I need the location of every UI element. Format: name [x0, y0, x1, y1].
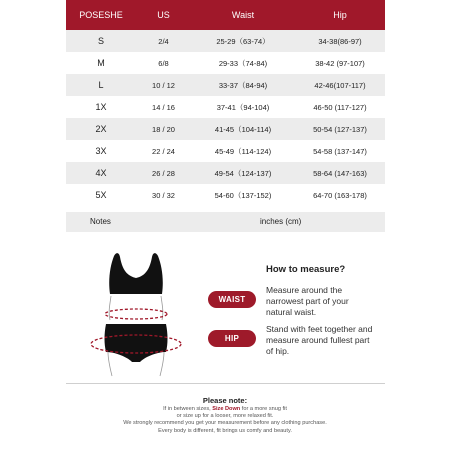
- hip-cell: 34-38(86-97): [295, 30, 385, 52]
- hip-badge: HIP: [208, 330, 256, 347]
- hip-cell: 38-42 (97-107): [295, 52, 385, 74]
- waist-badge: WAIST: [208, 291, 256, 308]
- us-cell: 14 / 16: [136, 96, 191, 118]
- waist-cell: 41-45（104-114): [191, 118, 295, 140]
- hip-cell: 42-46(107-117): [295, 74, 385, 96]
- hip-cell: 58-64 (147-163): [295, 162, 385, 184]
- size-down-highlight: Size Down: [212, 406, 241, 412]
- table-row: [66, 30, 385, 52]
- note-line-3: We strongly recommend you get your measurement before any clothing purchase.: [123, 420, 327, 427]
- note-line-2: or size up for a looser, more relaxed fit.: [176, 413, 274, 420]
- size-cell: 2X: [66, 118, 136, 140]
- size-chart-table: [66, 0, 385, 206]
- header-hip: Hip: [295, 0, 385, 30]
- waist-cell: 54-60（137-152): [191, 184, 295, 206]
- size-cell: 1X: [66, 96, 136, 118]
- note-line-4: Every body is different, fit brings us comfy and beauty.: [158, 427, 292, 434]
- notes-label: Notes: [90, 217, 111, 226]
- waist-instruction: Measure around the narrowest part of your natural waist.: [266, 285, 349, 317]
- size-cell: 4X: [66, 162, 136, 184]
- us-cell: 30 / 32: [136, 184, 191, 206]
- note-line-1: If in between sizes, Size Down for a more snug fit: [163, 406, 287, 412]
- us-cell: 22 / 24: [136, 140, 191, 162]
- hip-cell: 54-58 (137-147): [295, 140, 385, 162]
- table-row: [66, 184, 385, 206]
- table-row: [66, 96, 385, 118]
- size-cell: L: [66, 74, 136, 96]
- hip-cell: 64-70 (163-178): [295, 184, 385, 206]
- size-cell: 3X: [66, 140, 136, 162]
- table-row: [66, 118, 385, 140]
- notes-unit: inches (cm): [260, 217, 302, 226]
- notes-row: [66, 212, 385, 232]
- waist-cell: 29-33（74-84): [191, 52, 295, 74]
- waist-cell: 25-29（63-74）: [191, 30, 295, 52]
- size-cell: M: [66, 52, 136, 74]
- header-us: US: [136, 0, 191, 30]
- table-header-row: [66, 0, 385, 30]
- us-cell: 26 / 28: [136, 162, 191, 184]
- waist-band: [105, 309, 167, 319]
- header-waist: Waist: [191, 0, 295, 30]
- hip-cell: 46-50 (117-127): [295, 96, 385, 118]
- size-cell: 5X: [66, 184, 136, 206]
- brief-shape: [105, 324, 168, 362]
- hip-instruction: Stand with feet together and measure around fullest part of hip.: [266, 324, 373, 356]
- us-cell: 10 / 12: [136, 74, 191, 96]
- how-to-measure-title: How to measure?: [266, 264, 346, 275]
- us-cell: 18 / 20: [136, 118, 191, 140]
- table-row: [66, 52, 385, 74]
- body-figure-illustration: [86, 248, 186, 378]
- us-cell: 6/8: [136, 52, 191, 74]
- bra-shape: [109, 253, 163, 294]
- note-text: [0, 406, 450, 435]
- us-cell: 2/4: [136, 30, 191, 52]
- note-title: Please note:: [202, 396, 248, 405]
- waist-cell: 33-37（84-94): [191, 74, 295, 96]
- table-row: [66, 162, 385, 184]
- header-brand: POSESHE: [66, 0, 136, 30]
- size-cell: S: [66, 30, 136, 52]
- torso-outline: [109, 296, 163, 320]
- table-row: [66, 140, 385, 162]
- waist-cell: 45-49（114-124): [191, 140, 295, 162]
- waist-cell: 37-41（94-104): [191, 96, 295, 118]
- waist-cell: 49-54（124-137): [191, 162, 295, 184]
- hip-cell: 50-54 (127-137): [295, 118, 385, 140]
- divider: [66, 383, 385, 384]
- table-row: [66, 74, 385, 96]
